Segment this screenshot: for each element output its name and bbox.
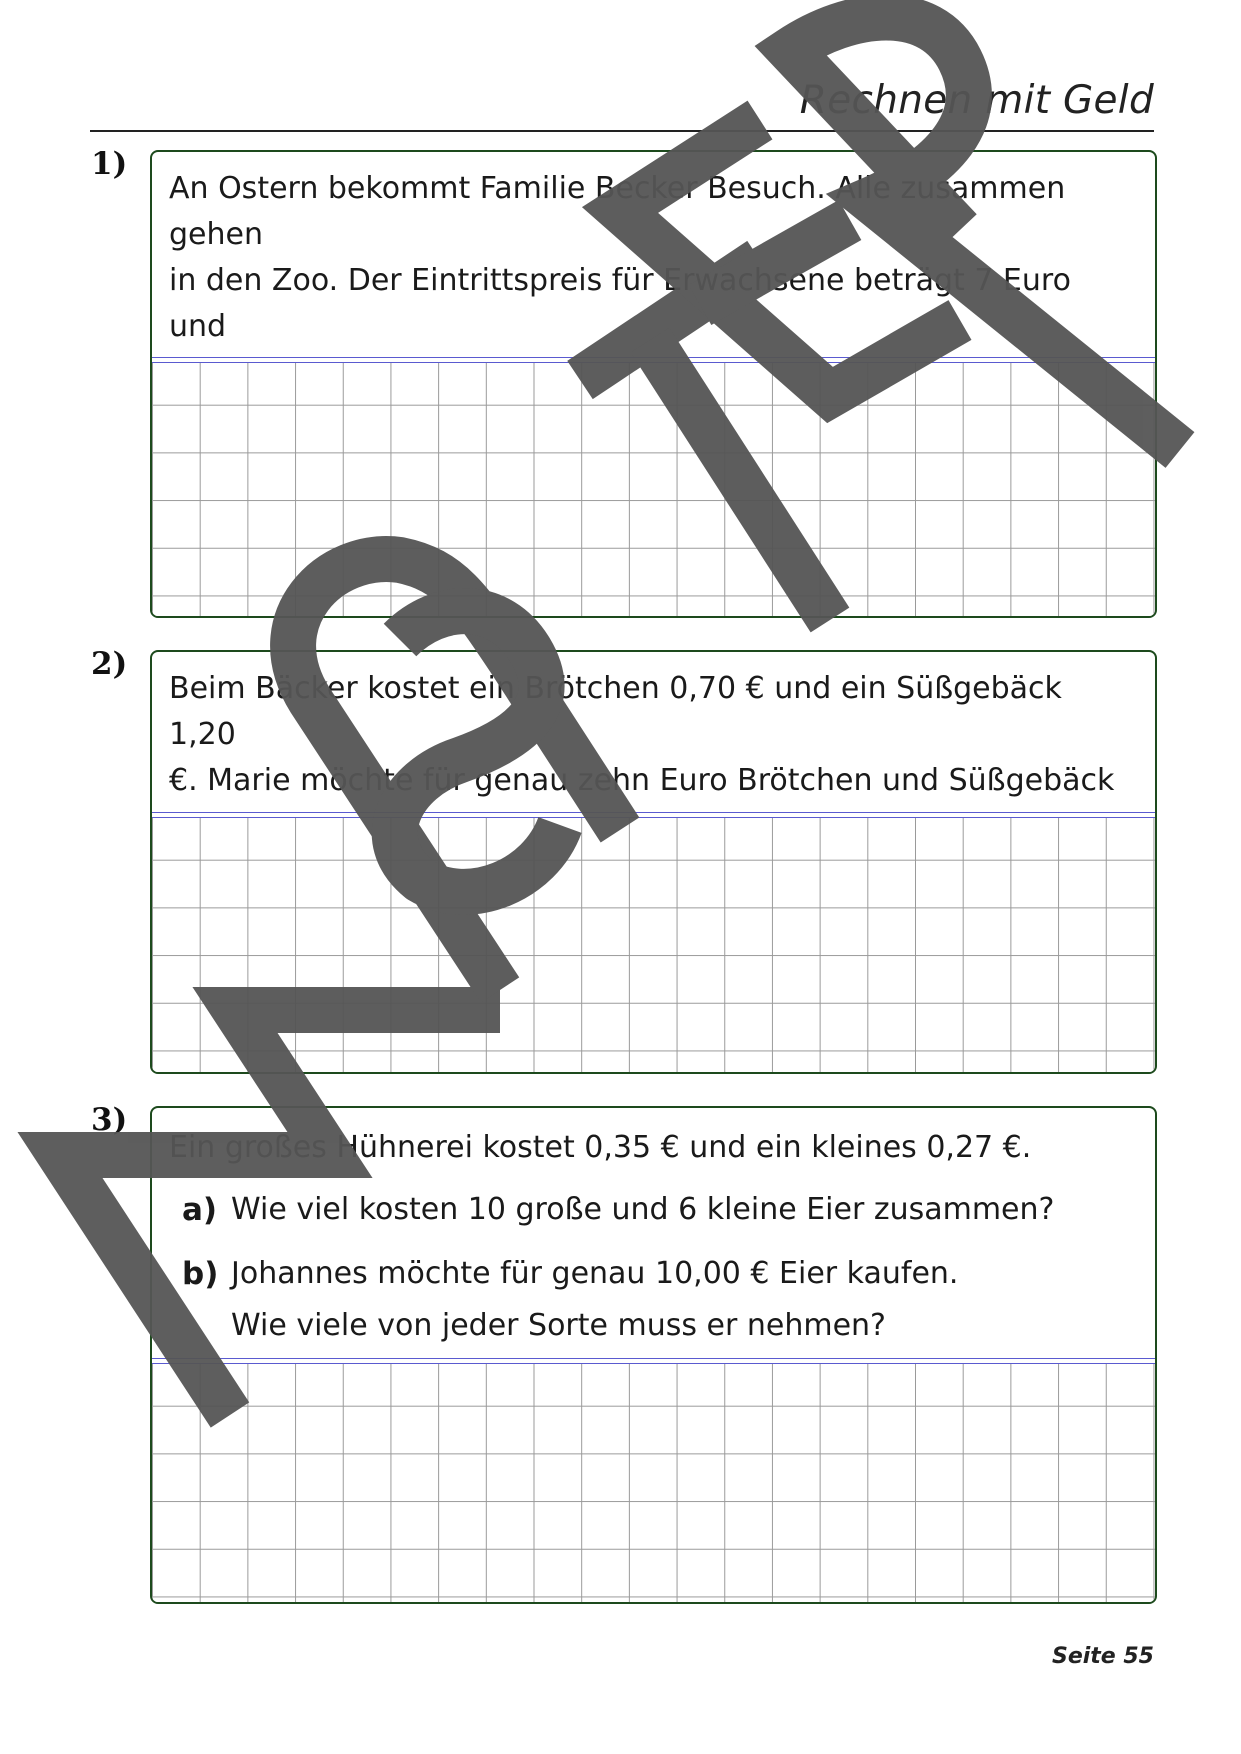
page-title: Rechnen mit Geld (799, 78, 1154, 123)
task-box-2 (150, 650, 1157, 1074)
task-text-3 (169, 1122, 1135, 1352)
answer-grid-2[interactable] (152, 812, 1155, 1072)
answer-grid-1[interactable] (152, 357, 1155, 616)
task-number-1: 1) (91, 146, 128, 182)
answer-grid-3[interactable] (152, 1358, 1155, 1602)
task-line: An Ostern bekommt Familie Becker Besuch. Alle zusammen gehen (169, 171, 1066, 252)
subtask-line: Johannes möchte für genau 10,00 € Eier kaufen. (231, 1256, 959, 1291)
task-box-3 (150, 1106, 1157, 1604)
task-number-3: 3) (91, 1102, 128, 1138)
page-number: Seite 55 (1051, 1644, 1154, 1669)
task-box-1 (150, 150, 1157, 618)
header-divider (90, 130, 1154, 132)
subtask-label: b) (182, 1256, 219, 1292)
subtask-line: Wie viele von jeder Sorte muss er nehmen? (231, 1308, 886, 1343)
subtask-a (169, 1184, 1135, 1236)
task-line: in den Zoo. Der Eintrittspreis für Erwachsene beträgt 7 Euro und (169, 263, 1071, 344)
task-line: Beim Bäcker kostet ein Brötchen 0,70 € und ein Süßgebäck 1,20 (169, 671, 1062, 752)
subtask-line: Wie viel kosten 10 große und 6 kleine Eier zusammen? (231, 1192, 1055, 1227)
subtask-label: a) (182, 1192, 218, 1228)
task-number-2: 2) (91, 646, 128, 682)
subtask-b (169, 1248, 1135, 1352)
task-line: €. Marie möchte für genau zehn Euro Brötchen und Süßgebäck (169, 763, 1115, 798)
task-intro: Ein großes Hühnerei kostet 0,35 € und ein kleines 0,27 €. (169, 1130, 1032, 1165)
